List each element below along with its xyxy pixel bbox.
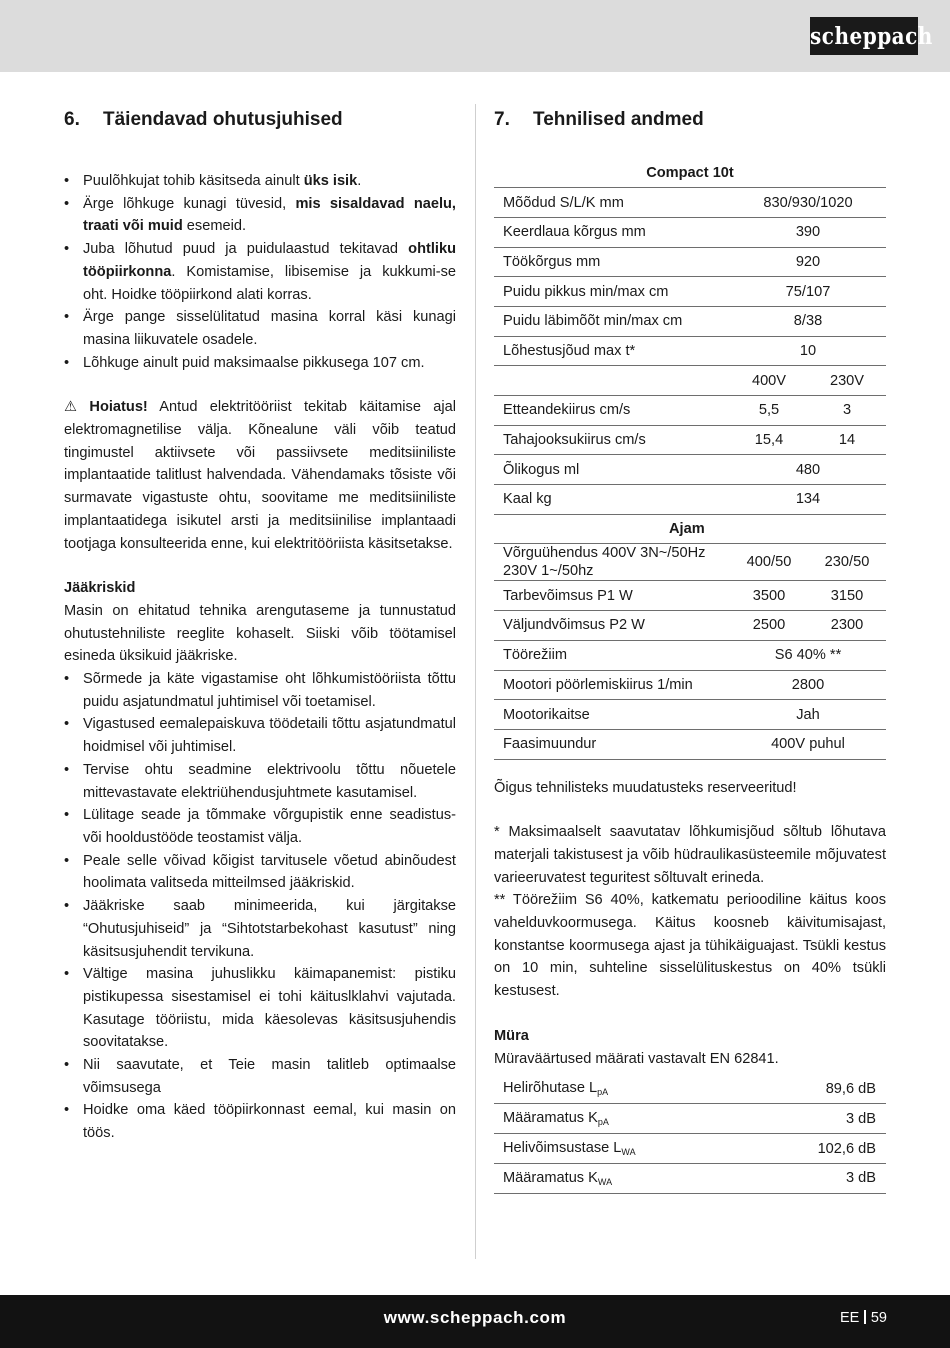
table-row: Helirõhutase $L_{pA}$ 89,6 dB (494, 1074, 886, 1104)
list-item: • Jääkriske saab minimeerida, kui järgitakse “Ohutusjuhiseid” ja “Sihtotstarbekohast kasutust” ning käsitsusjuhendit tervikuna. (64, 895, 456, 963)
warning-text: Antud elektritööriist tekitab käitamise ajal elektromagnetilise välja. Kõnealune väli võib teatud tingimustel aktiivsete või passiivsete meditsiiniliste implantaatide talitlust halvendada. Vähendamaks tõsiste või surmavate vigastuste ohtu, soovitame me meditsiiniliste implantaatidega isikutel arsti ja meditsiinilise implantaadi tootjaga konsulteerida enne, kui elektritööriista käsitsetakse. (64, 399, 456, 552)
page-number: 59 (870, 1310, 887, 1326)
list-item: • Sõrmede ja käte vigastamise oht lõhkumistööriista tõttu puidu asjatundmatul juhtimisel või toetamisel. (64, 668, 456, 713)
section-title: Tehnilised andmed (533, 109, 704, 130)
list-item: • Ärge lõhkuge kunagi tüvesid, mis sisaldavad naelu, traati või muid esemeid. (64, 193, 456, 238)
table-row: Mootori pöörlemiskiirus 1/min 2800 (494, 670, 886, 700)
table-row: Määramatus $K_{WA}$ 3 dB (494, 1163, 886, 1193)
language-code: EE (840, 1310, 860, 1326)
footnote-1: * Maksimaalselt saavutatav lõhkumisjõud sõltub lõhutava materjali takistusest ja võib hüdraulikasüsteemile mõjuvatest varieeruvatest teguritest sõltuvalt erineda. (494, 824, 886, 886)
tech-data-table (494, 158, 886, 760)
table-row: Tarbevõimsus P1 W 3500 3150 (494, 581, 886, 611)
list-item: • Nii saavutate, et Teie masin talitleb optimaalse võimsusega (64, 1054, 456, 1099)
list-item: • Ärge pange sisselülitatud masina korral käsi kunagi masina liikuvatele osadele. (64, 306, 456, 351)
table-row: Lõhestusjõud max t* 10 (494, 336, 886, 366)
residual-risks-intro: Masin on ehitatud tehnika arengutaseme ja tunnustatud ohutustehniliste reeglite kohaselt. Siiski võib töötamisel esineda üksikuid jääkriske. (64, 602, 456, 665)
table-row: Helivõimsustase $L_{WA}$ 102,6 dB (494, 1134, 886, 1164)
table-row: Kaal kg 134 (494, 485, 886, 515)
table-row: Faasimuundur 400V puhul (494, 729, 886, 759)
table-row: Töökõrgus mm 920 (494, 247, 886, 277)
table-row (494, 158, 886, 188)
warning-label: Hoiatus! (89, 399, 148, 416)
column-divider (475, 104, 476, 1259)
list-item: • Juba lõhutud puud ja puidulaastud tekitavad ohtliku tööpiirkonna. Komistamise, libisemise ja kukkumi-se oht. Hoidke tööpiirkond alati korras. (64, 238, 456, 306)
section-7-heading (494, 106, 886, 134)
section-number: 7. (494, 109, 510, 130)
table-row: Tahajooksukiirus cm/s 15,4 14 (494, 425, 886, 455)
model-name: Compact 10t (494, 158, 886, 188)
section-6-heading (64, 106, 456, 134)
safety-bullet-list (64, 170, 456, 374)
section-title: Täiendavad ohutusjuhised (103, 109, 343, 130)
warning-paragraph (64, 396, 456, 555)
table-row: Etteandekiirus cm/s 5,5 3 (494, 396, 886, 426)
table-row: Määramatus $K_{pA}$ 3 dB (494, 1104, 886, 1134)
table-row: Õlikogus ml 480 (494, 455, 886, 485)
noise-table (494, 1074, 886, 1193)
table-row: Puidu läbimõõt min/max cm 8/38 (494, 306, 886, 336)
table-row: Mootorikaitse Jah (494, 700, 886, 730)
list-item: • Lõhkuge ainult puid maksimaalse pikkusega 107 cm. (64, 352, 456, 375)
separator (864, 1310, 866, 1324)
footnote-2: ** Töörežiim S6 40%, katkematu perioodiline käitus koos vahelduvkoormusega. Käitus koosneb käivitumisajast, konstantse koormusega ajast ja tühikäiguajast. Tsükli kestus on 10 min, suhteline sisselülituskestus on 40% tsükli kestusest. (494, 892, 886, 1000)
list-item: • Tervise ohtu seadmine elektrivoolu tõttu nõuetele mittevastavate elektriühendusjuhtmete kasutamisel. (64, 759, 456, 804)
table-row: Puidu pikkus min/max cm 75/107 (494, 277, 886, 307)
brand-logo: scheppach (810, 17, 918, 55)
list-item: • Hoidke oma käed tööpiirkonnast eemal, kui masin on töös. (64, 1099, 456, 1144)
right-column (494, 106, 886, 1194)
list-item: • Peale selle võivad kõigist tarvitusele võetud abinõudest hoolimata valitseda mitteilmsed jääkriskid. (64, 850, 456, 895)
table-row: Võrguühendus 400V 3N~/50Hz 230V 1~/50hz 400/50 230/50 (494, 544, 886, 581)
left-column (64, 106, 456, 1145)
list-item: • Vältige masina juhuslikku käimapanemist: pistiku pistikupessa sisestamisel ei tohi käituslklahvi vajutada. Kasutage tööriistu, mida käesolevas käsitsusjuhendis soovitatakse. (64, 963, 456, 1054)
warning-triangle-icon: ⚠ (64, 399, 78, 416)
noise-heading: Müra (494, 1027, 529, 1044)
list-item: • Lülitage seade ja tõmmake võrgupistik enne seadistus- või hooldustööde teostamist välja. (64, 804, 456, 849)
table-row: Mõõdud S/L/K mm 830/930/1020 (494, 188, 886, 218)
table-row: Keerdlaua kõrgus mm 390 (494, 217, 886, 247)
drive-header-row: Ajam (494, 514, 886, 544)
residual-risks-list (64, 668, 456, 1145)
table-row: Töörežiim S6 40% ** (494, 640, 886, 670)
table-row: Väljundvõimsus P2 W 2500 2300 (494, 611, 886, 641)
page-indicator (840, 1295, 887, 1341)
header-band (0, 0, 950, 72)
reserved-note: Õigus tehnilisteks muudatusteks reserveeritud! (494, 779, 797, 796)
list-item: • Vigastused eemalepaiskuva töödetaili tõttu asjatundmatul hoidmisel või juhtimisel. (64, 713, 456, 758)
voltage-header-row: 400V 230V (494, 366, 886, 396)
noise-intro: Müraväärtused määrati vastavalt EN 62841. (494, 1050, 779, 1067)
residual-risks-heading: Jääkriskid (64, 580, 136, 597)
list-item: • Puulõhkujat tohib käsitseda ainult üks isik. (64, 170, 456, 193)
footer-url[interactable]: www.scheppach.com (383, 1308, 567, 1327)
footer-bar (0, 1295, 950, 1348)
section-number: 6. (64, 109, 80, 130)
